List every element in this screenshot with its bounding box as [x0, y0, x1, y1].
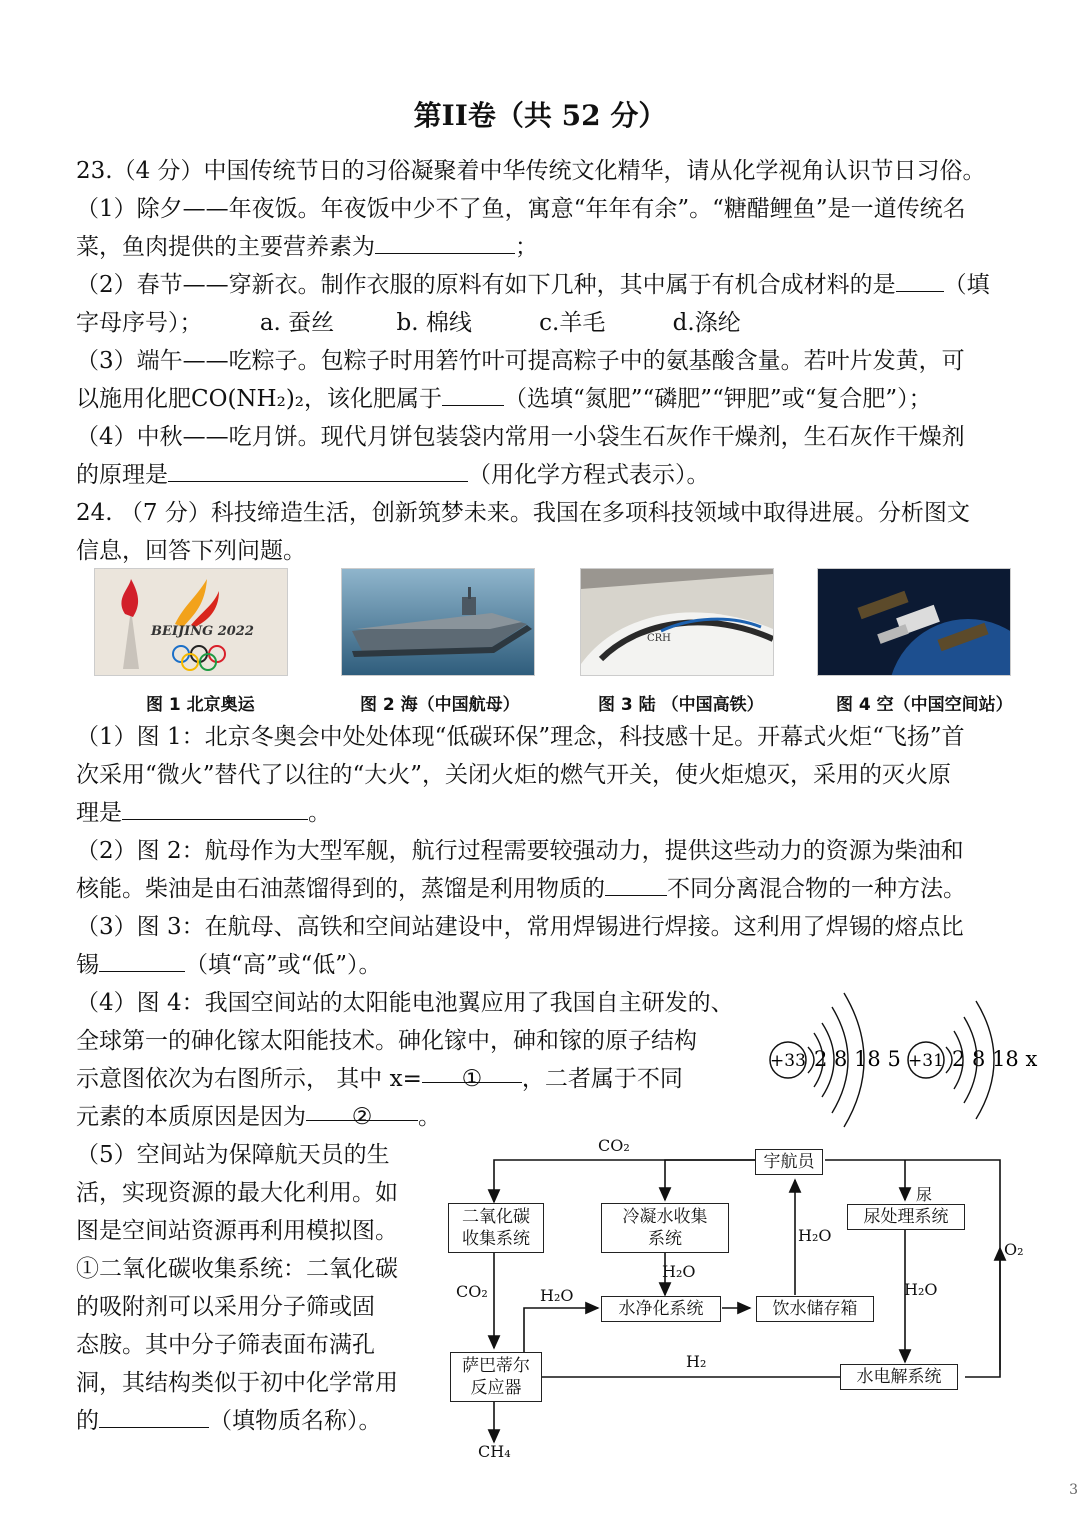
co2-collection-label-2: 收集系统	[462, 1229, 530, 1249]
q24-part3-line2	[76, 946, 382, 984]
q23-part4-line2	[76, 456, 710, 494]
q23-part4-text2: （用化学方程式表示）。	[468, 462, 710, 488]
q24-part4-line3	[76, 1060, 683, 1098]
q24-part2-text2: 不同分离混合物的一种方法。	[667, 876, 966, 902]
q24-part4-text4: 。	[418, 1104, 441, 1130]
q23-stem: 23.（4 分）中国传统节日的习俗凝聚着中华传统文化精华，请从化学视角认识节日习俗。	[76, 158, 986, 184]
q23-part2-text: （2）春节——穿新衣。制作衣服的原料有如下几种，其中属于有机合成材料的是	[76, 272, 896, 298]
h2o-label-sabatier: H₂O	[540, 1286, 574, 1305]
q24-part5-line3: 图是空间站资源再利用模拟图。	[76, 1218, 398, 1244]
answer-blank[interactable]	[605, 873, 667, 896]
q24-part5-line8	[76, 1402, 382, 1440]
q24-part5-line1: （5）空间站为保障航天员的生	[76, 1142, 390, 1168]
astronaut-box: 宇航员	[755, 1149, 823, 1175]
urea-formula: CO(NH₂)₂	[191, 386, 305, 412]
q24-part4-line2: 全球第一的砷化镓太阳能技术。砷化镓中，砷和镓的原子结构	[76, 1028, 697, 1054]
urine-processing-box: 尿处理系统	[847, 1204, 965, 1230]
option-d: d.涤纶	[672, 310, 741, 336]
q24-part5-line5: 的吸附剂可以采用分子筛或固	[76, 1294, 375, 1320]
sabatier-label-1: 萨巴蒂尔	[462, 1356, 530, 1376]
figure-2-caption: 图 2 海（中国航母）	[360, 695, 520, 715]
o2-label: O₂	[1004, 1240, 1024, 1259]
gallium-nucleus: +31	[908, 1051, 944, 1071]
figure-4-image	[817, 568, 1011, 676]
q24-part4-text3: 元素的本质原因是因为	[76, 1104, 306, 1130]
q23-part3-line1: （3）端午——吃粽子。包粽子时用箬竹叶可提高粽子中的氨基酸含量。若叶片发黄，可	[76, 348, 965, 374]
q24-part4-line1: （4）图 4：我国空间站的太阳能电池翼应用了我国自主研发的、	[76, 990, 734, 1016]
q23-part2-line1	[76, 266, 990, 304]
h2o-label-condensate: H₂O	[662, 1262, 696, 1281]
figure-1-image	[94, 568, 288, 676]
q24-part5-line2: 活，实现资源的最大化利用。如	[76, 1180, 398, 1206]
figure-3-caption: 图 3 陆 （中国高铁）	[598, 695, 764, 715]
q24-part2-line2	[76, 870, 966, 908]
q23-part3-text1: 以施用化肥	[76, 386, 191, 412]
q24-part1-line3	[76, 794, 331, 832]
q24-part5-text2: （填物质名称）。	[209, 1408, 382, 1434]
answer-blank[interactable]	[99, 1405, 209, 1428]
q24-part2-text1: 核能。柴油是由石油蒸馏得到的，蒸馏是利用物质的	[76, 876, 605, 902]
answer-blank[interactable]	[122, 797, 308, 820]
answer-blank[interactable]	[375, 231, 515, 254]
electrolysis-box: 水电解系统	[840, 1364, 958, 1390]
option-c: c.羊毛	[539, 310, 606, 336]
condensate-collection-box	[601, 1203, 729, 1253]
section-title: 第II卷（共 52 分）	[413, 99, 667, 132]
figure-1-caption: 图 1 北京奥运	[146, 695, 255, 715]
co2-collection-label-1: 二氧化碳	[462, 1207, 530, 1227]
resource-flow-arrows	[430, 1130, 1040, 1475]
co2-collection-box	[448, 1203, 544, 1253]
answer-blank[interactable]	[168, 459, 468, 482]
high-speed-train-picture	[581, 569, 773, 675]
answer-blank[interactable]	[442, 383, 504, 406]
q24-stem-line2: 信息，回答下列问题。	[76, 538, 306, 564]
q24-part3-text1: 锡	[76, 952, 99, 978]
co2-top-label: CO₂	[598, 1136, 630, 1155]
q24-part4-line4	[76, 1098, 441, 1136]
answer-blank-1[interactable]: ①	[422, 1060, 522, 1083]
ch4-label: CH₄	[478, 1442, 511, 1461]
sabatier-reactor-box	[450, 1352, 542, 1402]
figure-3-image	[580, 568, 774, 676]
figure-2-image	[341, 568, 535, 676]
q23-part1-line2: 菜，鱼肉提供的主要营养素为 ；	[76, 228, 538, 266]
crh-label: CRH	[647, 633, 671, 644]
aircraft-carrier-picture	[342, 569, 534, 675]
q23-part4-line1: （4）中秋——吃月饼。现代月饼包装袋内常用一小袋生石灰作干燥剂，生石灰作干燥剂	[76, 424, 965, 450]
h2o-label-urine: H₂O	[904, 1280, 938, 1299]
q24-part5-text1: 的	[76, 1408, 99, 1434]
q24-part1-text1: 理是	[76, 800, 122, 826]
q24-part2-line1: （2）图 2：航母作为大型军舰，航行过程需要较强动力，提供这些动力的资源为柴油和	[76, 838, 964, 864]
q24-part1-line1: （1）图 1：北京冬奥会中处处体现“低碳环保”理念，科技感十足。开幕式火炬“飞扬”首	[76, 724, 965, 750]
answer-blank[interactable]	[99, 949, 185, 972]
beijing-olympics-logo	[95, 569, 287, 675]
q24-part4-text1: 示意图依次为右图所示， 其中 x=	[76, 1066, 422, 1092]
q24-part5-line7: 洞，其结构类似于初中化学常用	[76, 1370, 398, 1396]
arsenic-nucleus: +33	[770, 1051, 806, 1071]
condensate-label-2: 系统	[648, 1229, 682, 1249]
atomic-structure-diagrams	[762, 985, 1062, 1135]
q23-part2-label: 字母序号）；	[76, 310, 203, 336]
q23-part1-text: 菜，鱼肉提供的主要营养素为	[76, 234, 375, 260]
sabatier-label-2: 反应器	[470, 1378, 522, 1398]
answer-blank-2[interactable]: ②	[306, 1098, 418, 1121]
h2-label: H₂	[686, 1352, 707, 1371]
gallium-shells: 2 8 18 x	[952, 1047, 1038, 1071]
arsenic-atom	[770, 993, 901, 1127]
condensate-label-1: 冷凝水收集	[622, 1207, 708, 1227]
q24-part4-text2: ，二者属于不同	[521, 1066, 683, 1092]
q23-part3-text2: ，该化肥属于	[304, 386, 443, 412]
arsenic-shells: 2 8 18 5	[814, 1047, 901, 1071]
co2-left-label: CO₂	[456, 1282, 488, 1301]
q24-part1-text2: 。	[308, 800, 331, 826]
option-b: b. 棉线	[396, 310, 472, 336]
q23-part4-text1: 的原理是	[76, 462, 168, 488]
h2o-label-astronaut: H₂O	[798, 1226, 832, 1245]
gallium-atom	[908, 1001, 1037, 1119]
q23-part3-line2	[76, 380, 932, 418]
q24-part5-line4: ①二氧化碳收集系统：二氧化碳	[76, 1256, 398, 1282]
water-storage-box: 饮水储存箱	[756, 1296, 874, 1322]
q24-part1-line2: 次采用“微火”替代了以往的“大火”，关闭火炬的燃气开关，使火炬熄灭，采用的灭火原	[76, 762, 952, 788]
figure-4-caption: 图 4 空（中国空间站）	[836, 695, 1013, 715]
q23-part2-end: （填	[943, 272, 990, 298]
q24-part5-line6: 态胺。其中分子筛表面布满孔	[76, 1332, 375, 1358]
answer-blank[interactable]	[896, 269, 944, 292]
q23-part3-text3: （选填“氮肥”“磷肥”“钾肥”或“复合肥”）；	[504, 386, 932, 412]
q24-part3-text2: （填“高”或“低”）。	[185, 952, 382, 978]
option-a: a. 蚕丝	[259, 310, 335, 336]
q23-part1-line1: （1）除夕——年夜饭。年夜饭中少不了鱼，寓意“年年有余”。“糖醋鲤鱼”是一道传统名	[76, 196, 966, 222]
urine-label: 尿	[916, 1185, 933, 1204]
water-purification-box: 水净化系统	[601, 1296, 721, 1322]
q24-part3-line1: （3）图 3：在航母、高铁和空间站建设中，常用焊锡进行焊接。这利用了焊锡的熔点比	[76, 914, 964, 940]
page-number: 3	[1069, 1482, 1078, 1498]
space-station-picture	[818, 569, 1010, 675]
q24-stem-line1: 24. （7 分）科技缔造生活，创新筑梦未来。我国在多项科技领域中取得进展。分析图文	[76, 500, 970, 526]
q23-part2-line2	[76, 304, 741, 342]
beijing-2022-text: BEIJING 2022	[151, 624, 254, 639]
